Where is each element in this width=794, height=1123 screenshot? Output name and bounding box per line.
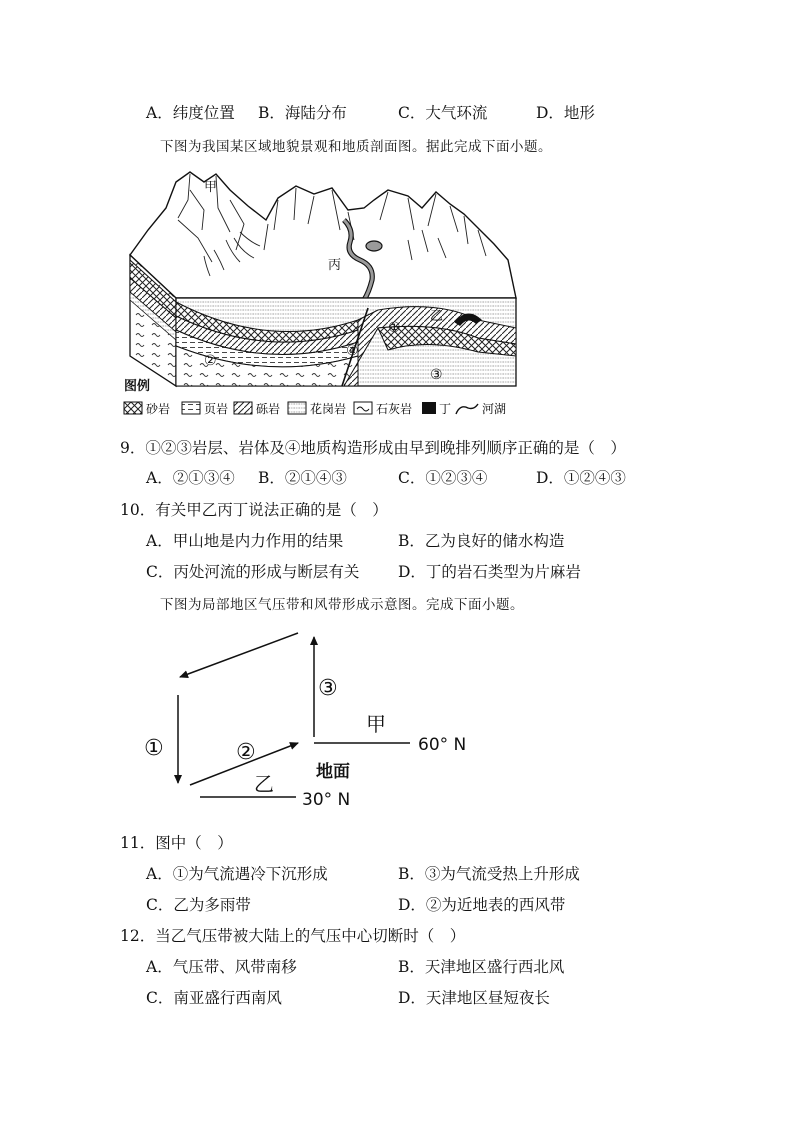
q11-option-d: D．②为近地表的西风带: [398, 896, 566, 914]
figure1-num-1: ①: [388, 320, 401, 336]
q12-option-c: C．南亚盛行西南风: [146, 989, 282, 1007]
q8-option-b: B．海陆分布: [258, 104, 347, 122]
intro-figure-1: 下图为我国某区域地貌景观和地质剖面图。据此完成下面小题。: [160, 139, 552, 155]
q9-stem: 9．①②③岩层、岩体及④地质构造形成由早到晚排列顺序正确的是（ ）: [120, 439, 626, 457]
legend-river: 河湖: [482, 402, 507, 416]
figure1-label-bing: 丙: [328, 258, 342, 273]
q12-option-b: B．天津地区盛行西北风: [398, 958, 565, 976]
q11-option-c: C．乙为多雨带: [146, 896, 251, 914]
q11-stem: 11．图中（ ）: [120, 834, 233, 852]
figure2-num-3: ③: [318, 676, 338, 701]
figure2-ground: 地面: [316, 762, 350, 782]
q9-option-a: A．②①③④: [146, 469, 235, 487]
q12-stem: 12．当乙气压带被大陆上的气压中心切断时（ ）: [120, 927, 466, 945]
figure1-num-2: ②: [204, 353, 217, 369]
legend-limestone: 石灰岩: [376, 402, 413, 416]
pressure-belt-diagram: [130, 625, 490, 815]
q10-stem: 10．有关甲乙丙丁说法正确的是（ ）: [120, 501, 388, 519]
q12-option-d: D．天津地区昼短夜长: [398, 989, 550, 1007]
q9-option-d: D．①②④③: [536, 469, 626, 487]
figure2-num-2: ②: [236, 740, 256, 765]
q11-option-b: B．③为气流受热上升形成: [398, 865, 580, 883]
figure1-label-jia: 甲: [204, 180, 218, 195]
q8-option-d: D．地形: [536, 104, 595, 122]
figure1-num-3: ③: [430, 367, 443, 383]
q10-option-d: D．丁的岩石类型为片麻岩: [398, 563, 581, 581]
q12-option-a: A．气压带、风带南移: [146, 958, 297, 976]
legend-title: 图例: [124, 379, 151, 394]
q10-option-a: A．甲山地是内力作用的结果: [146, 532, 344, 550]
q8-option-c: C．大气环流: [398, 104, 488, 122]
legend-granite: 花岗岩: [310, 402, 347, 416]
legend-shale: 页岩: [204, 402, 229, 416]
legend-conglomerate: 砾岩: [256, 402, 281, 416]
q8-option-a: A．纬度位置: [146, 104, 235, 122]
figure1-num-4: ④: [346, 343, 359, 359]
legend-sandstone: 砂岩: [146, 402, 171, 416]
q10-option-c: C．丙处河流的形成与断层有关: [146, 563, 360, 581]
figure2-lat-30: 30° N: [302, 790, 351, 810]
figure1-label-yi: 乙: [430, 309, 444, 324]
figure2-label-yi: 乙: [254, 772, 274, 796]
q9-option-c: C．①②③④: [398, 469, 488, 487]
figure2-lat-60: 60° N: [418, 735, 467, 755]
q10-option-b: B．乙为良好的储水构造: [398, 532, 565, 550]
geology-block-diagram: [118, 160, 518, 422]
q11-option-a: A．①为气流遇冷下沉形成: [146, 865, 328, 883]
q9-option-b: B．②①④③: [258, 469, 347, 487]
figure2-num-1: ①: [144, 736, 164, 761]
figure2-label-jia: 甲: [366, 712, 386, 736]
intro-figure-2: 下图为局部地区气压带和风带形成示意图。完成下面小题。: [160, 597, 524, 613]
legend-ding: 丁: [439, 402, 452, 416]
